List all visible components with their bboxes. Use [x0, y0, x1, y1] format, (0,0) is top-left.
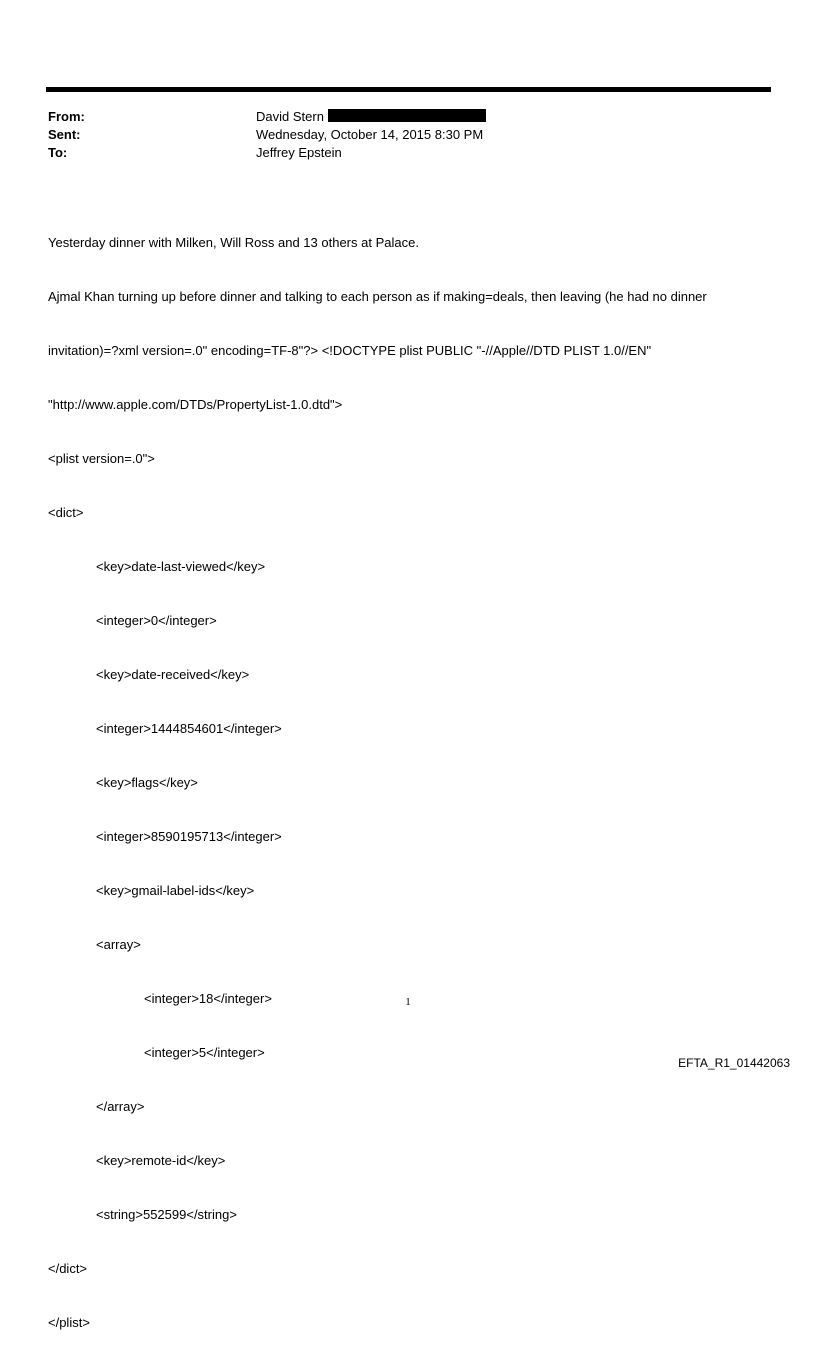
sent-value: Wednesday, October 14, 2015 8:30 PM [256, 127, 484, 142]
body-line: <key>date-last-viewed</key> [96, 559, 266, 574]
redaction-block [328, 109, 486, 122]
header-rule [46, 87, 771, 92]
sent-label: Sent: [48, 127, 81, 142]
to-value: Jeffrey Epstein [256, 145, 342, 160]
from-label: From: [48, 109, 85, 124]
body-line: <plist version=.0"> [48, 451, 155, 466]
body-line: Ajmal Khan turning up before dinner and talking to each person as if making=deals, then leaving (he had no dinner [48, 289, 707, 304]
body-line: <key>flags</key> [96, 775, 198, 790]
body-line: "http://www.apple.com/DTDs/PropertyList-1.0.dtd"> [48, 397, 343, 412]
body-line: invitation)=?xml version=.0" encoding=TF-8"?> <!DOCTYPE plist PUBLIC "-//Apple//DTD PLIST 1.0//EN" [48, 343, 652, 358]
body-line: <integer>1444854601</integer> [96, 721, 282, 736]
body-line: <integer>0</integer> [96, 613, 217, 628]
body-line: <array> [96, 937, 141, 952]
body-line: <string>552599</string> [96, 1207, 237, 1222]
to-label: To: [48, 145, 68, 160]
body-line: </array> [96, 1099, 145, 1114]
body-line: </plist> [48, 1315, 90, 1330]
body-line: <dict> [48, 505, 84, 520]
body-line: <integer>5</integer> [144, 1045, 265, 1060]
body-line: <integer>18</integer> [144, 991, 272, 1006]
document-id: EFTA_R1_01442063 [678, 1056, 790, 1070]
body-line: <key>remote-id</key> [96, 1153, 226, 1168]
page-number: 1 [405, 996, 411, 1008]
body-line: <key>date-received</key> [96, 667, 250, 682]
body-line: </dict> [48, 1261, 88, 1276]
body-line: <integer>8590195713</integer> [96, 829, 282, 844]
from-value: David Stern [256, 109, 324, 124]
body-line: Yesterday dinner with Milken, Will Ross and 13 others at Palace. [48, 235, 419, 250]
email-body [48, 198, 768, 1350]
body-line: <key>gmail-label-ids</key> [96, 883, 255, 898]
from-value-wrap [256, 108, 486, 126]
